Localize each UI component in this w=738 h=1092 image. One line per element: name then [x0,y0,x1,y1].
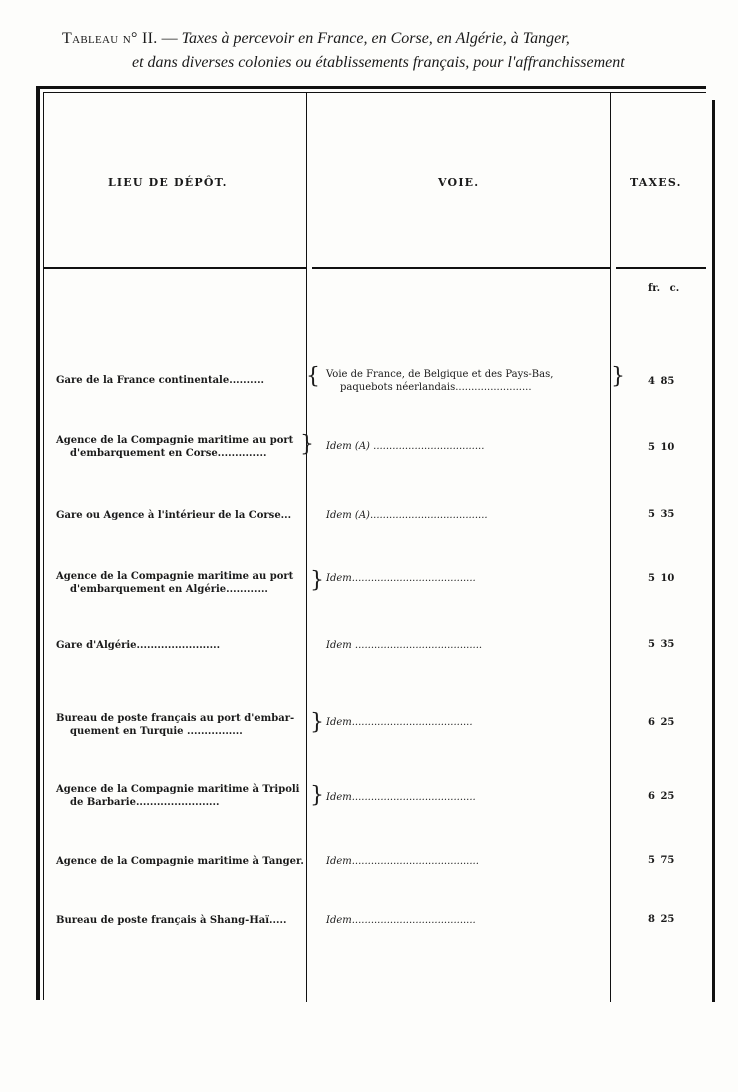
header-rule-2 [312,267,610,269]
tax-cell: 5 10 [648,442,675,453]
lieu-cell: Gare de la France continentale.......... [56,375,265,386]
tax-cell: 4 85 [648,376,675,387]
tax-cell: 6 25 [648,791,675,802]
lieu-cell: Bureau de poste français à Shang-Haï..... [56,915,287,926]
brace-right: } [310,568,324,593]
table-left-border [36,86,40,1000]
tax-cell: 6 25 [648,717,675,728]
lieu-cell: Gare ou Agence à l'intérieur de la Corse... [56,510,292,521]
lieu-cell: Agence de la Compagnie maritime au port d'embarquement en Algérie............ [56,571,294,595]
lieu-cell: Bureau de poste français au port d'embar- quement en Turquie ................ [56,713,295,737]
voie-cell: Idem (A)..................................... [326,510,488,521]
title-line-1: Taxes à percevoir en France, en Corse, en Algérie, à Tanger, [181,30,570,47]
lieu-cell: Gare d'Algérie........................ [56,640,221,651]
tax-cell: 5 10 [648,573,675,584]
table-number: Tableau n° II. [62,30,158,47]
brace-right: } [310,710,324,735]
tax-cell: 8 25 [648,914,675,925]
table-top-border [36,86,706,89]
voie-cell: Idem........................................ [326,856,479,867]
lieu-cell: Agence de la Compagnie maritime au port d'embarquement en Corse.............. [56,435,294,459]
voie-cell: Idem....................................... [326,915,476,926]
lieu-cell: Agence de la Compagnie maritime à Tanger. [56,856,304,867]
column-divider-1 [306,92,307,1002]
title-line-2: et dans diverses colonies ou établissements français, pour l'affranchissement [132,54,625,71]
table-right-border [712,100,715,1002]
voie-cell: Voie de France, de Belgique et des Pays-Bas, paquebots néerlandais........................ [326,369,554,393]
header-taxes: TAXES. [630,176,682,189]
header-lieu: LIEU DE DÉPÔT. [108,176,228,189]
table-left-inner-border [43,92,44,1000]
tax-cell: 5 35 [648,639,675,650]
voie-cell: Idem...................................... [326,717,473,728]
table-title [62,30,570,48]
voie-cell: Idem....................................... [326,792,476,803]
header-voie: VOIE. [438,176,480,189]
lieu-cell: Agence de la Compagnie maritime à Tripoli de Barbarie........................ [56,784,300,808]
tax-cell: 5 75 [648,855,675,866]
header-rule-1 [44,267,306,269]
brace-right: } [300,432,314,457]
tax-cell: 5 35 [648,509,675,520]
voie-cell: Idem....................................... [326,573,476,584]
unit-label: fr. c. [648,283,680,294]
table-top-inner-border [43,92,706,93]
brace-right: } [310,783,324,808]
brace-left: { [306,364,320,389]
header-rule-3 [616,267,706,269]
voie-cell: Idem (A) ................................... [326,441,485,452]
title-dash: — [161,30,178,47]
brace-right: } [611,364,625,389]
voie-cell: Idem ........................................ [326,640,483,651]
